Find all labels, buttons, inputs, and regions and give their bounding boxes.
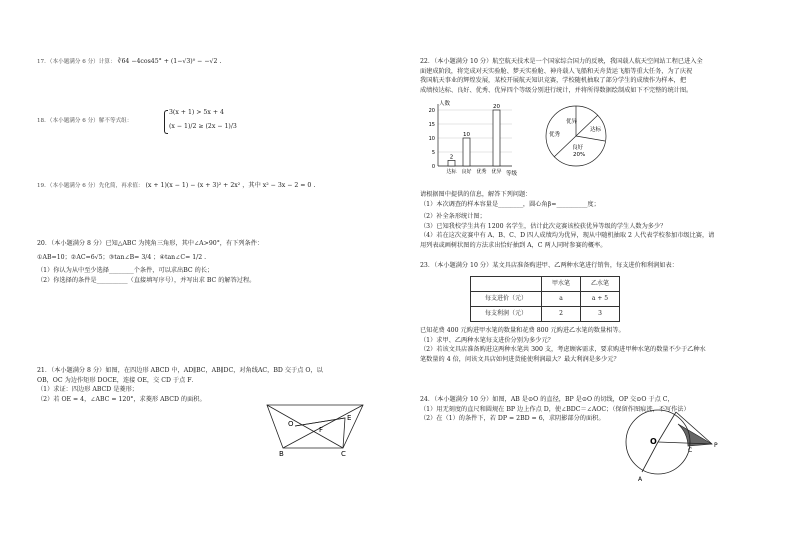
fig24-label-c: C (688, 447, 693, 454)
q21-part-2: （2）若 OE = 4，∠ABC = 120°，求菱形 ABCD 的面积。 (37, 395, 206, 403)
q18-brace (164, 110, 168, 134)
rhombus-figure (255, 400, 365, 458)
data-label: 20 (493, 104, 500, 110)
y-tick-label: 0 (431, 164, 435, 170)
question-19 (37, 181, 315, 191)
x-tick-label: 优异 (491, 169, 502, 175)
question-17 (37, 57, 221, 67)
q23-line-1: 23．（本小题满分 10 分）某文具店准备购进甲、乙两种水笔进行销售，每支进价和利润如表： (420, 262, 678, 269)
quadrilateral-abcd (267, 405, 363, 448)
q22-line-1: 22．（本小题满分 10 分）航空航天技术是一个国家综合国力的反映，我国载人航天空间站工程已进入全 (420, 58, 703, 65)
table-cell: 每支进价（元） (471, 292, 542, 307)
fig21-label-b: B (279, 450, 284, 458)
diameter-segment (642, 442, 658, 472)
q24-part-1: （1）用无刻度的直尺和圆规在 BP 边上作点 D，使∠BDC＝∠AOC；（保留作图痕迹，不写作法） (420, 405, 690, 413)
x-tick-label: 优秀 (476, 169, 487, 175)
x-axis-label: 等级 (506, 171, 518, 177)
q22-part-3: （3）已知我校学生共有 1200 名学生，估计此次竞赛该校获优异等级的学生人数为多少？ (420, 222, 667, 230)
circle-tangent-figure (618, 404, 718, 484)
q22-part-2: （2）补全条形统计图； (420, 213, 486, 221)
q23-part-2: （2）若该文具店准备购进这两种水笔共 300 支，考虑顾客需求，要求购进甲种水笔的数量不少于乙种水 (420, 346, 706, 354)
x-tick-label: 良好 (461, 169, 472, 175)
y-tick-label: 5 (431, 150, 435, 156)
question-20 (37, 239, 263, 285)
q22-line-2: 面建成阶段，将完成对天实验舱、梦天实验舱、神舟载人飞船和天舟货运飞船等重大任务，为了庆祝 (420, 67, 693, 75)
data-label: 2 (449, 154, 454, 161)
q22-part-4-cont: 用列表或画树状图的方法求出恰好抽到 A，C 两人同时参赛的概率。 (420, 242, 607, 250)
fig21-label-c: C (341, 450, 346, 458)
table-row (471, 307, 620, 322)
y-tick-label: 10 (428, 136, 435, 142)
fig24-label-p: P (714, 442, 718, 449)
diameter-segment (658, 412, 676, 442)
q19-label: 19．（本小题满分 6 分）先化简，再求值： (37, 183, 144, 189)
pie-annotation-percent: 20% (573, 152, 586, 158)
q22-part-4: （4）若在这次竞赛中有 A、B、C、D 四人成绩均为优异，现从中随机抽取 2 人代表学校参加市级比赛，请 (420, 232, 715, 240)
fig21-label-o: O (288, 420, 294, 428)
question-23 (420, 261, 678, 271)
bar (463, 138, 470, 166)
q22-line-3: 我国航天事业的辉煌发展，某校开展航天知识竞赛，学校随机抽取了部分学生的成绩作为样本，把 (420, 77, 687, 85)
fig21-label-f: F (319, 426, 324, 434)
price-table (470, 276, 620, 322)
q22-line-4: 成绩按达标、良好、优秀、优异四个等级分别进行统计，并将所得数据绘制成如下不完整的统计图。 (420, 86, 693, 94)
q23-part-2-cont: 笔数量的 4 倍，问该文具店如何进货能使利润最大？最大利润是多少元？ (420, 355, 620, 363)
q18-label: 18．（本小题满分 6 分）解不等式组： (37, 118, 133, 124)
pie-chart (540, 102, 612, 170)
q24-part-2: （2）在（1）的条件下，若 DP = 2BD = 6，求阴影部分的面积。 (420, 415, 605, 423)
q20-line-1: 20．（本小题满分 8 分）已知△ABC 为钝角三角形，其中∠A>90°，有下列条件： (37, 240, 264, 247)
bar-chart (420, 100, 520, 178)
y-tick-label: 20 (428, 108, 435, 114)
table-cell: 每支利润（元） (471, 307, 542, 322)
table-header: 乙水笔 (581, 277, 620, 292)
table-cell: 3 (581, 307, 620, 322)
y-tick-label: 15 (428, 122, 435, 128)
q21-line-2: OB，OC 为边作矩形 DOCE，连接 OE，交 CD 于点 F． (37, 376, 198, 384)
question-23-parts (420, 326, 706, 364)
question-18 (37, 116, 132, 126)
table-header: 甲水笔 (542, 277, 581, 292)
q20-part-1: （1）你认为从中至少选择________个条件，可以求出BC 的长； (37, 267, 214, 275)
table-cell (471, 277, 542, 292)
q23-part-1: （1）求甲、乙两种水笔每支进价分别为多少元？ (420, 336, 554, 344)
pie-label-outstanding: 优秀 (549, 132, 561, 138)
y-axis-label: 人数 (439, 101, 451, 107)
pie-label-good: 良好 (572, 145, 584, 151)
table-cell: 2 (542, 307, 581, 322)
question-22 (420, 57, 703, 95)
question-22-parts (420, 190, 714, 251)
bar (448, 160, 455, 166)
data-label: 10 (463, 132, 470, 138)
fig24-label-o: O (650, 437, 657, 446)
pie-label-pass: 达标 (590, 127, 602, 133)
fig21-label-e: E (347, 414, 352, 422)
table-cell: a + 5 (581, 292, 620, 307)
q17-label: 17．（本小题满分 6 分）计算： (37, 59, 116, 65)
q22-part-1: （1）本次调查的样本容量是________，圆心角β=__________度； (420, 200, 600, 208)
table-row (471, 277, 620, 292)
table-row (471, 292, 620, 307)
q18-inequality-1: 3(x + 1) > 5x + 4 (169, 109, 224, 116)
fig24-label-a: A (638, 476, 643, 483)
q24-line-1: 24．（本小题满分 10 分）如图，AB 是⊙O 的直径，BP 是⊙O 的切线，OP 交⊙O 于点 C， (420, 396, 674, 403)
table-cell: a (542, 292, 581, 307)
q19-expression: (x + 1)(x − 1) − (x + 3)² + 2x² ，其中 x² − 3x − 2 = 0 . (145, 182, 316, 189)
q22-prompt: 请根据图中提供的信息，解答下列问题： (420, 191, 532, 198)
q18-inequality-2: (x − 1)/2 ≥ (2x − 1)/3 (169, 123, 237, 130)
q20-conditions: ①AB=10；②AC=6√5；③tan∠B= 3/4 ；④tan∠C= 1/2 . (37, 253, 207, 261)
x-tick-label: 达标 (446, 169, 457, 175)
q17-expression: ∛64 −4cos45° + (1−√3)⁰ − −√2 . (117, 58, 222, 65)
q21-line-1: 21．（本小题满分 8 分）如图，在四边形 ABCD 中，AD∥BC，AB∥DC，对角线AC，BD 交于点 O，以 (37, 367, 323, 374)
q21-part-1: （1）求证：四边形 ABCD 是菱形； (37, 386, 138, 394)
question-21 (37, 366, 323, 404)
bar (493, 110, 500, 166)
q20-part-2: （2）你选择的条件是__________（直接填写序号），并写出求 BC 的解答过程。 (37, 276, 256, 284)
q23-given: 已知花费 400 元购进甲水笔的数量和花费 800 元购进乙水笔的数量相等。 (420, 327, 625, 334)
pie-label-excellent: 优异 (566, 119, 578, 125)
